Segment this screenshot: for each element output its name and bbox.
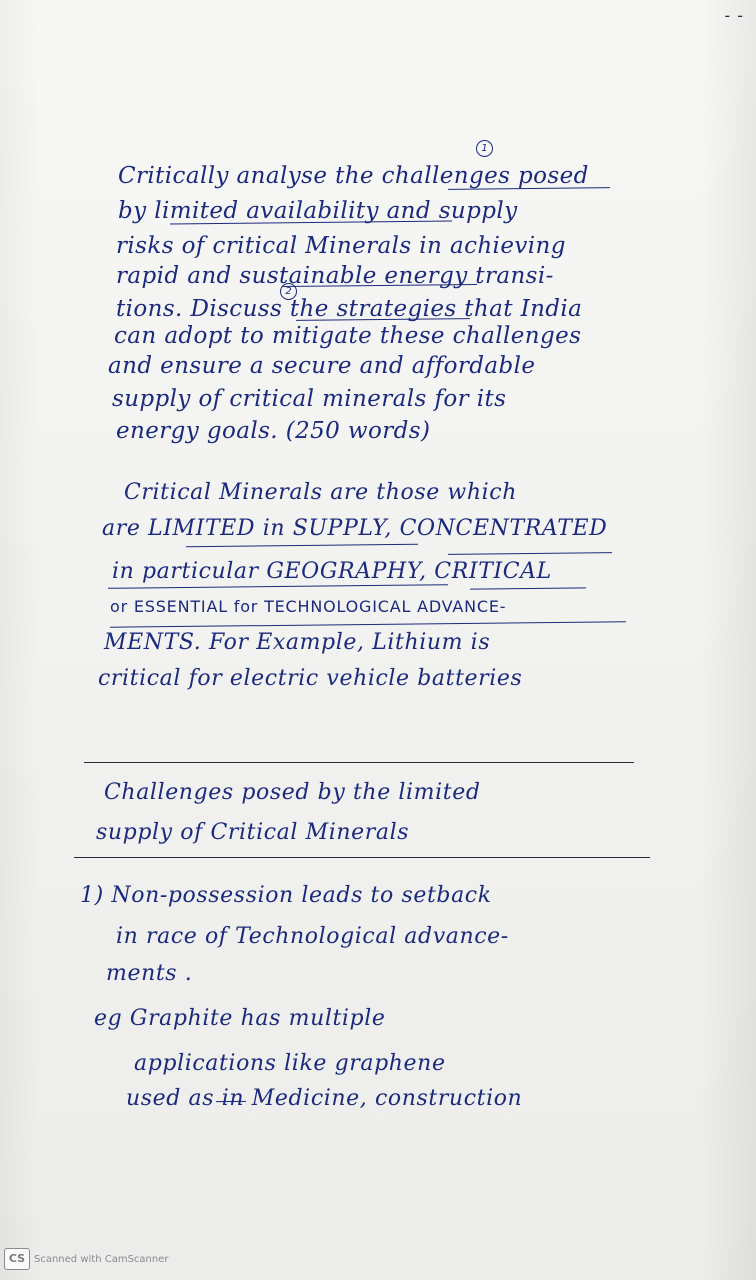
point-line-6: used as in Medicine, construction bbox=[126, 1086, 523, 1111]
underline-limited-supply bbox=[186, 544, 418, 547]
underline-concentrated bbox=[448, 552, 612, 555]
question-line-5: tions. Discuss the strategies that India bbox=[116, 296, 583, 322]
underline-essential bbox=[110, 621, 626, 627]
camscanner-logo: CS bbox=[4, 1248, 30, 1270]
underline-geography bbox=[108, 584, 448, 589]
question-line-3: risks of critical Minerals in achieving bbox=[116, 233, 566, 259]
answer-line-1: Critical Minerals are those which bbox=[124, 480, 517, 505]
point-line-3: ments . bbox=[106, 961, 193, 986]
corner-mark: - - bbox=[724, 6, 744, 25]
question-line-2: by limited availability and supply bbox=[118, 198, 518, 224]
answer-line-3: in particular GEOGRAPHY, CRITICAL bbox=[112, 559, 552, 584]
underline-critical bbox=[470, 587, 586, 589]
heading-line-2: supply of Critical Minerals bbox=[96, 820, 410, 845]
question-line-7: and ensure a secure and affordable bbox=[108, 353, 536, 379]
question-line-6: can adopt to mitigate these challenges bbox=[114, 323, 582, 349]
question-line-4: rapid and sustainable energy transi- bbox=[116, 263, 554, 289]
question-number-2: 2 bbox=[280, 283, 297, 300]
heading-line-1: Challenges posed by the limited bbox=[104, 780, 481, 805]
question-line-8: supply of critical minerals for its bbox=[112, 386, 507, 412]
question-line-1: Critically analyse the challenges posed bbox=[118, 163, 589, 189]
rule-top bbox=[84, 762, 634, 763]
point-line-4: eg Graphite has multiple bbox=[94, 1006, 386, 1031]
answer-line-2: are LIMITED in SUPPLY, CONCENTRATED bbox=[102, 516, 608, 541]
answer-line-6: critical for electric vehicle batteries bbox=[98, 666, 523, 691]
camscanner-footer bbox=[4, 1248, 169, 1270]
answer-line-5: MENTS. For Example, Lithium is bbox=[104, 630, 491, 655]
question-number-1: 1 bbox=[476, 140, 493, 157]
camscanner-text: Scanned with CamScanner bbox=[34, 1253, 169, 1265]
question-line-9: energy goals. (250 words) bbox=[116, 418, 431, 444]
point-line-2: in race of Technological advance- bbox=[116, 924, 509, 949]
rule-bottom bbox=[74, 857, 650, 858]
point-line-5: applications like graphene bbox=[134, 1051, 446, 1076]
answer-line-4: or ESSENTIAL for TECHNOLOGICAL ADVANCE- bbox=[110, 597, 507, 616]
point-line-1: 1) Non-possession leads to setback bbox=[80, 883, 492, 908]
